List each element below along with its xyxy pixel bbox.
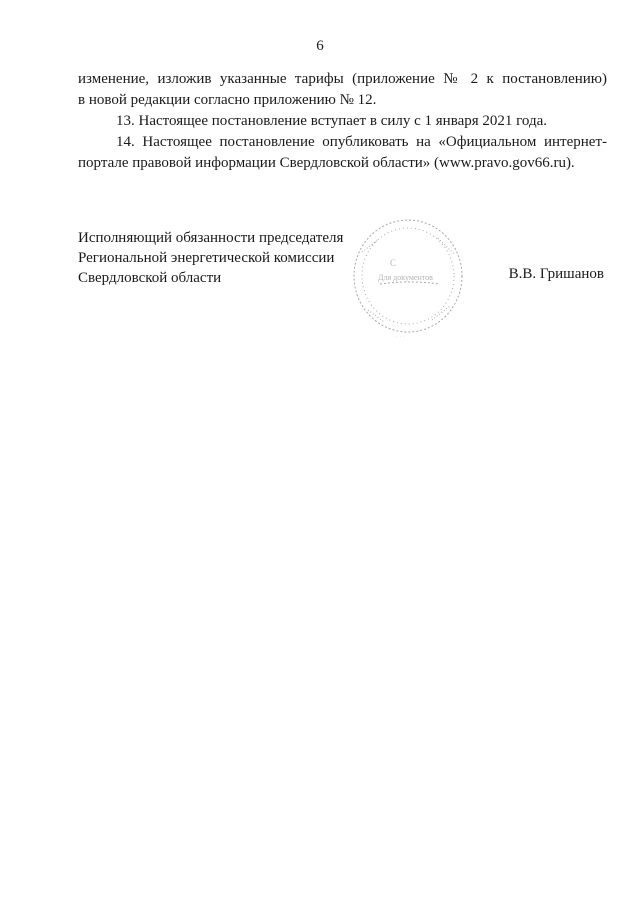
signature-block [78, 228, 343, 288]
paragraph-tariff-change-line1: изменение, изложив указанные тарифы (приложение № 2 к постановлению) [78, 71, 607, 87]
paragraph-tariff-change-line2: в новой редакции согласно приложению № 12. [78, 92, 377, 108]
stamp-text: Для документов [378, 273, 433, 282]
page-number: 6 [316, 38, 324, 54]
paragraph-13-effective-date: 13. Настоящее постановление вступает в силу с 1 января 2021 года. [116, 113, 548, 129]
official-stamp-icon [350, 214, 468, 342]
signer-position-line1: Исполняющий обязанности председателя [78, 230, 344, 246]
signer-position-line2: Региональной энергетической комиссии [78, 250, 335, 266]
signer-name: В.В. Гришанов [508, 266, 604, 282]
svg-text:· · ·: · · · [396, 334, 405, 340]
signer-position-line3: Свердловской области [78, 270, 222, 286]
paragraph-14-publication: 14. Настоящее постановление опубликовать на «Официальном интернет-портале правовой информации Свердловской области» (www.pravo.gov66.ru). [78, 134, 607, 171]
body-text [78, 69, 607, 174]
svg-text:С: С [390, 258, 397, 268]
